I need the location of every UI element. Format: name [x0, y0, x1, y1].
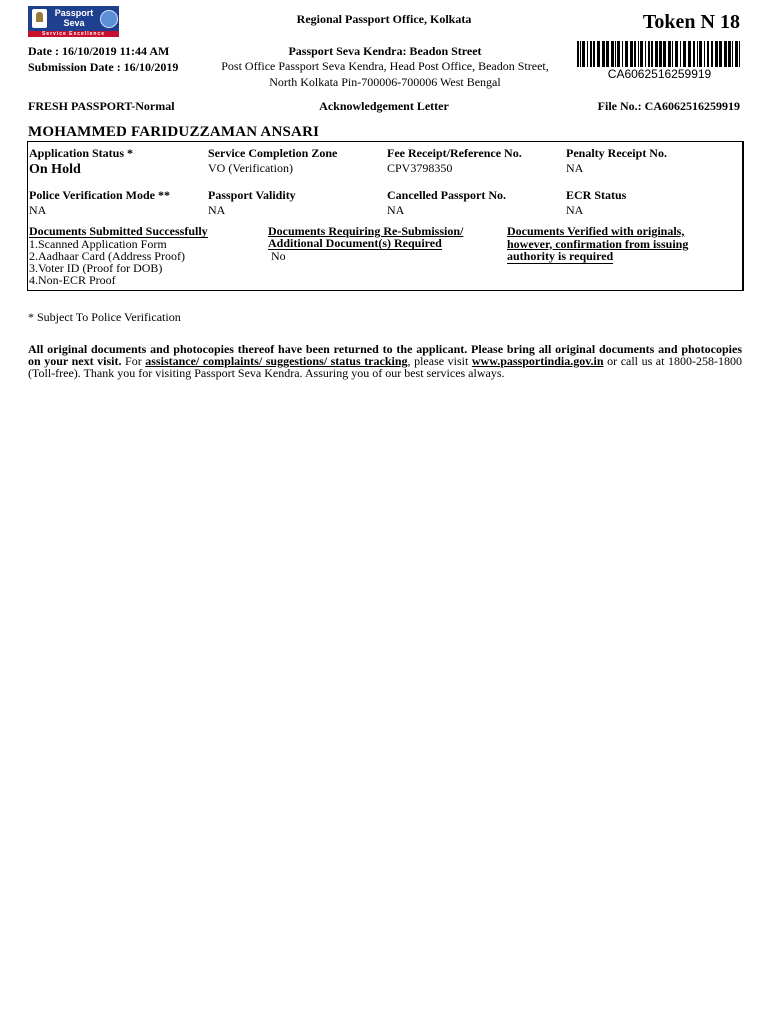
- passport-validity-value: NA: [208, 203, 226, 217]
- barcode: [577, 41, 742, 67]
- logo-line1: Passport: [54, 8, 94, 18]
- police-verification-mode-label: Police Verification Mode **: [29, 188, 170, 202]
- token-number: Token N 18: [642, 11, 740, 33]
- documents-submitted-label: Documents Submitted Successfully: [29, 224, 208, 238]
- verified-label-line2: however, confirmation from issuing: [507, 236, 689, 251]
- passportindia-link[interactable]: www.passportindia.gov.in: [471, 354, 604, 368]
- submitted-document-item: 4.Non-ECR Proof: [29, 273, 116, 287]
- penalty-receipt-value: NA: [566, 161, 584, 175]
- documents-submitted: [29, 225, 208, 286]
- verified-label-line3: authority is required: [507, 249, 614, 263]
- psk-address-line2: North Kolkata Pin-700006-700006 West Bengal: [269, 75, 501, 89]
- documents-resubmission: [268, 225, 463, 262]
- police-verification-footnote: * Subject To Police Verification: [28, 310, 181, 324]
- regional-office-title: Regional Passport Office, Kolkata: [296, 12, 472, 26]
- file-number: File No.: CA6062516259919: [597, 99, 740, 113]
- police-verification-mode-value: NA: [29, 203, 47, 217]
- barcode-number: CA6062516259919: [607, 67, 712, 81]
- passport-seva-logo: [28, 6, 119, 37]
- service-type: FRESH PASSPORT-Normal: [28, 99, 175, 113]
- applicant-name: MOHAMMED FARIDUZZAMAN ANSARI: [28, 124, 320, 140]
- service-zone-value: VO (Verification): [208, 161, 293, 175]
- resubmission-label-line1: Documents Requiring Re-Submission/: [268, 224, 464, 238]
- resubmission-value: No: [271, 249, 286, 263]
- submitted-document-item: 3.Voter ID (Proof for DOB): [29, 261, 163, 275]
- national-emblem-icon: [32, 9, 47, 28]
- submission-date-line: Submission Date : 16/10/2019: [28, 60, 179, 74]
- fee-receipt-value: CPV3798350: [387, 161, 453, 175]
- cancelled-passport-label: Cancelled Passport No.: [387, 188, 506, 202]
- application-status-label: Application Status *: [29, 146, 134, 160]
- documents-verified: [507, 225, 688, 264]
- date-line: Date : 16/10/2019 11:44 AM: [28, 44, 170, 58]
- cancelled-passport-value: NA: [387, 203, 405, 217]
- logo-line2: Seva: [63, 18, 85, 28]
- verified-label-line1: Documents Verified with originals,: [507, 224, 685, 238]
- application-status-value: On Hold: [29, 162, 81, 177]
- fee-receipt-label: Fee Receipt/Reference No.: [387, 146, 522, 160]
- resubmission-label-line2: Additional Document(s) Required: [268, 236, 442, 250]
- notice-text: For: [121, 354, 146, 368]
- application-details-box: [27, 141, 744, 291]
- psk-address-line1: Post Office Passport Seva Kendra, Head Post Office, Beadon Street,: [221, 59, 549, 73]
- acknowledgement-title: Acknowledgement Letter: [319, 99, 449, 113]
- submitted-document-item: 2.Aadhaar Card (Address Proof): [29, 249, 185, 263]
- service-zone-label: Service Completion Zone: [208, 146, 338, 160]
- psk-name: Passport Seva Kendra: Beadon Street: [288, 44, 482, 58]
- logo-tagline: Service Excellence: [28, 31, 119, 37]
- notice-paragraph: [28, 343, 742, 379]
- penalty-receipt-label: Penalty Receipt No.: [566, 146, 667, 160]
- globe-icon: [100, 10, 118, 28]
- notice-text: or call us at 1800-258-1800 (Toll-free). Thank you for visiting Passport Seva Kendra. Assuring you of our best services always.: [28, 354, 743, 380]
- notice-bold-text: All original documents and photocopies thereof have been returned to the applicant. Please bring all original documents and photocopies on your next visit.: [28, 342, 742, 368]
- submitted-document-item: 1.Scanned Application Form: [29, 237, 167, 251]
- notice-text: , please visit: [407, 354, 472, 368]
- ecr-status-value: NA: [566, 203, 584, 217]
- ecr-status-label: ECR Status: [566, 188, 627, 202]
- passport-validity-label: Passport Validity: [208, 188, 296, 202]
- assistance-link[interactable]: assistance/ complaints/ suggestions/ status tracking: [145, 354, 408, 368]
